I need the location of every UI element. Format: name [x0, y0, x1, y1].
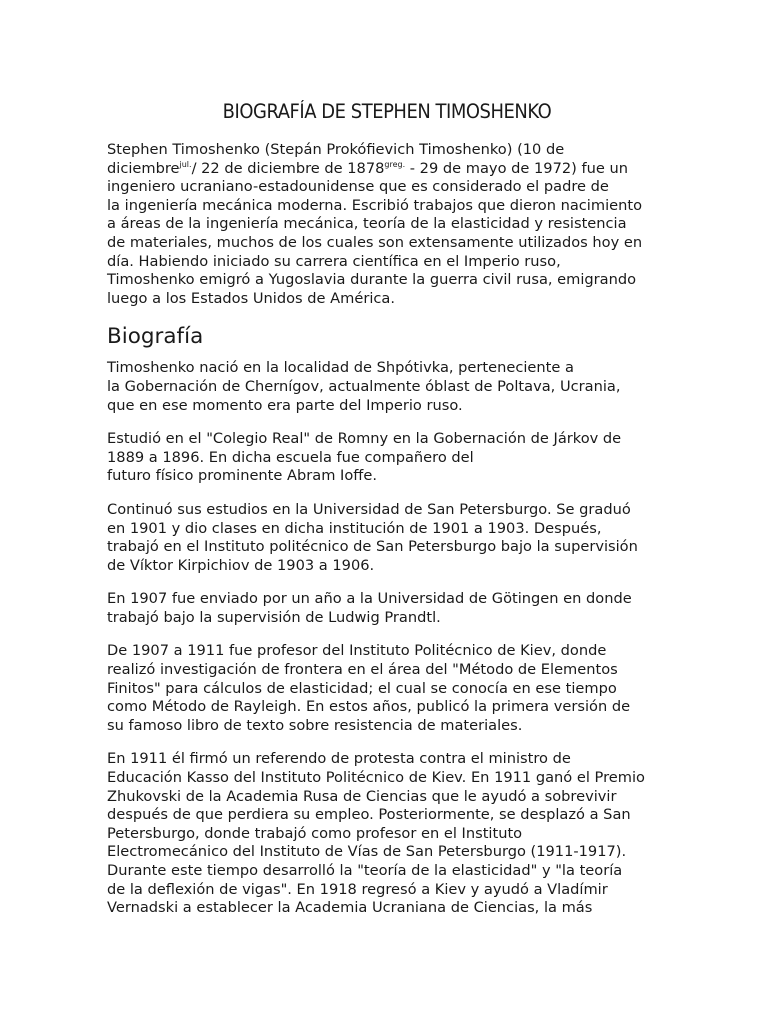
julian-superscript: jul.	[179, 159, 192, 169]
paragraph-line: Estudió en el "Colegio Real" de Romny en la Gobernación de Járkov de	[107, 430, 622, 448]
paragraph-line: Zhukovski de la Academia Rusa de Ciencias que le ayudó a sobrevivir	[107, 787, 617, 805]
paragraph-line: trabajó bajo la supervisión de Ludwig Prandtl.	[107, 608, 441, 626]
intro-line: de materiales, muchos de los cuales son extensamente utilizados hoy en	[107, 233, 643, 251]
paragraph-line: de Víktor Kirpichiov de 1903 a 1906.	[107, 556, 375, 574]
intro-line: Timoshenko emigró a Yugoslavia durante la guerra civil rusa, emigrando	[107, 271, 637, 289]
body-paragraph	[107, 642, 667, 735]
paragraph-line: Durante este tiempo desarrolló la "teoría de la elasticidad" y "la teoría	[107, 862, 623, 879]
paragraph-line: futuro físico prominente Abram Ioffe.	[107, 467, 377, 485]
paragraph-line: la Gobernación de Chernígov, actualmente óblast de Poltava, Ucrania,	[107, 377, 621, 395]
body-paragraphs	[107, 359, 667, 917]
intro-paragraph	[107, 141, 667, 308]
paragraph-line: Petersburgo, donde trabajó como profesor en el Instituto	[107, 824, 523, 842]
paragraph-line: en 1901 y dio clases en dicha institución de 1901 a 1903. Después,	[107, 519, 602, 537]
intro-line: luego a los Estados Unidos de América.	[107, 289, 395, 307]
body-paragraph	[107, 750, 667, 917]
intro-text: - 29 de mayo de 1972) fue un	[405, 159, 628, 177]
intro-line: día. Habiendo iniciado su carrera científica en el Imperio ruso,	[107, 252, 561, 270]
paragraph-line: trabajó en el Instituto politécnico de San Petersburgo bajo la supervisión	[107, 538, 638, 556]
intro-text: diciembre	[107, 159, 180, 177]
paragraph-line: Educación Kasso del Instituto Politécnico de Kiev. En 1911 ganó el Premio	[107, 769, 645, 787]
intro-line: la ingeniería mecánica moderna. Escribió trabajos que dieron nacimiento	[107, 196, 643, 214]
paragraph-line: después de que perdiera su empleo. Posteriormente, se desplazó a San	[107, 806, 631, 824]
gregorian-superscript: greg.	[384, 159, 406, 169]
paragraph-line: De 1907 a 1911 fue profesor del Instituto Politécnico de Kiev, donde	[107, 642, 607, 660]
paragraph-line: Finitos" para cálculos de elasticidad; el cual se conocía en ese tiempo	[107, 679, 617, 697]
paragraph-line: Continuó sus estudios en la Universidad de San Petersburgo. Se graduó	[107, 500, 631, 518]
paragraph-line: 1889 a 1896. En dicha escuela fue compañero del	[107, 448, 474, 466]
intro-line-dates	[107, 160, 667, 179]
document-page	[107, 100, 667, 933]
section-heading: Biografía	[107, 324, 204, 350]
paragraph-line: En 1907 fue enviado por un año a la Universidad de Götingen en donde	[107, 590, 632, 608]
document-title: BIOGRAFÍA DE STEPHEN TIMOSHENKO	[222, 100, 552, 123]
body-paragraph	[107, 590, 667, 627]
intro-line: Stephen Timoshenko (Stepán Prokófievich Timoshenko) (10 de	[107, 141, 565, 158]
paragraph-line: Timoshenko nació en la localidad de Shpótivka, perteneciente a	[107, 359, 574, 377]
intro-line: a áreas de la ingeniería mecánica, teoría de la elasticidad y resistencia	[107, 215, 627, 233]
intro-line: ingeniero ucraniano-estadounidense que es considerado el padre de	[107, 178, 609, 196]
paragraph-line: de la deflexión de vigas". En 1918 regresó a Kiev y ayudó a Vladímir	[107, 880, 608, 898]
intro-text: / 22 de diciembre de 1878	[191, 159, 385, 177]
body-paragraph	[107, 359, 667, 415]
paragraph-line: En 1911 él firmó un referendo de protesta contra el ministro de	[107, 750, 571, 768]
paragraph-line: Electromecánico del Instituto de Vías de San Petersburgo (1911-1917).	[107, 843, 627, 861]
paragraph-line: Vernadski a establecer la Academia Ucraniana de Ciencias, la más	[107, 899, 593, 917]
paragraph-line: que en ese momento era parte del Imperio ruso.	[107, 396, 463, 414]
paragraph-line: realizó investigación de frontera en el área del "Método de Elementos	[107, 661, 618, 679]
body-paragraph	[107, 501, 667, 575]
body-paragraph	[107, 430, 667, 486]
paragraph-line: como Método de Rayleigh. En estos años, publicó la primera versión de	[107, 698, 631, 716]
paragraph-line: su famoso libro de texto sobre resistencia de materiales.	[107, 716, 523, 734]
